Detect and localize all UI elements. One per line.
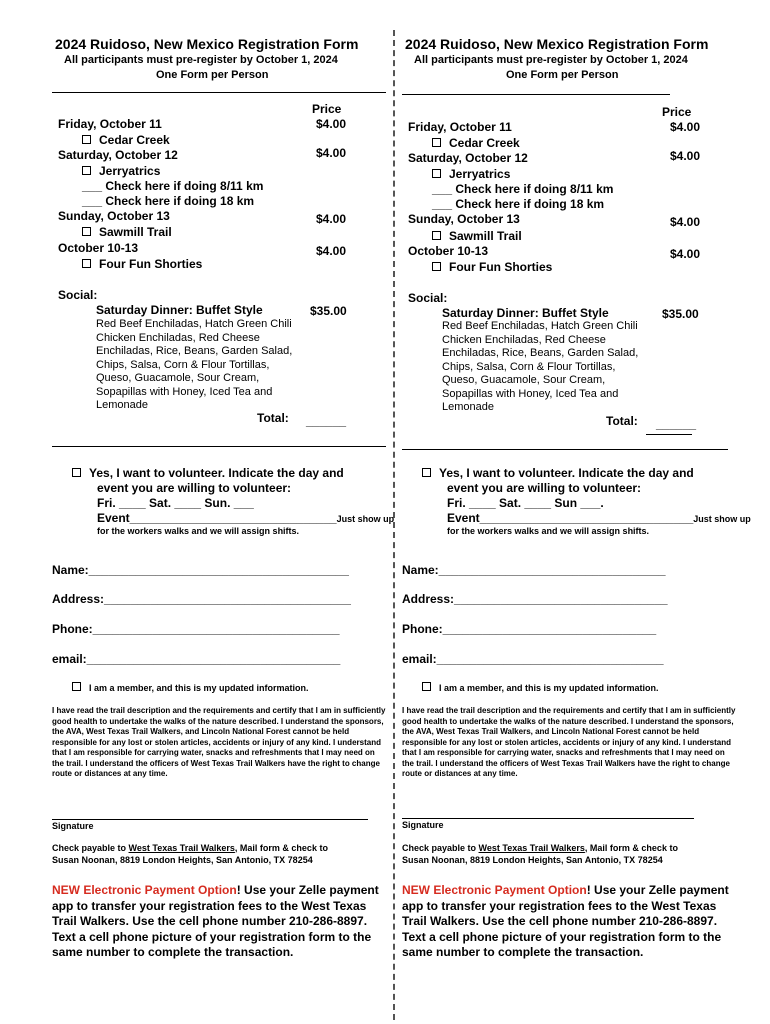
total-field[interactable]: ______ bbox=[656, 417, 697, 431]
mail-address: Susan Noonan, 8819 London Heights, San Antonio, TX 78254 bbox=[402, 855, 663, 865]
price-dinner: $35.00 bbox=[310, 304, 347, 318]
day-saturday: Saturday, October 12 bbox=[408, 151, 528, 165]
event-sawmill-trail[interactable]: Sawmill Trail bbox=[82, 225, 172, 239]
social-label: Social: bbox=[58, 288, 98, 302]
header-rule bbox=[52, 92, 386, 93]
price-cedar-creek: $4.00 bbox=[670, 120, 701, 134]
checkbox-icon bbox=[432, 262, 441, 271]
signature-label: Signature bbox=[52, 821, 94, 831]
checkbox-icon bbox=[422, 682, 431, 691]
volunteer-line2: event you are willing to volunteer: bbox=[97, 481, 292, 495]
event-cedar-creek[interactable]: Cedar Creek bbox=[432, 136, 520, 150]
name-field[interactable]: Name:__________________________________ bbox=[402, 563, 666, 577]
form-subtitle: All participants must pre-register by October 1, 2024 bbox=[414, 54, 688, 66]
waiver-text: I have read the trail description and the requirements and certify that I am in sufficiently good health to undertake the walks of the nature described. I understand the sponsors, the AVA, West Texas Trail Walkers, and Lincoln National Forest cannot be held responsible for any lost or stolen articles, accidents or injury of any kind. I understand that I am responsible for carrying water, snacks and refreshments that I may need on the trail. I understand the officers of West Texas Trail Walkers have the right to change route or distances at any time. bbox=[402, 706, 736, 778]
saturday-dinner: Saturday Dinner: Buffet Style bbox=[96, 303, 263, 317]
price-jerryatrics: $4.00 bbox=[316, 146, 347, 160]
dinner-menu: Red Beef Enchiladas, Hatch Green Chili Chicken Enchiladas, Red Cheese Enchiladas, Rice, Beans, Garden Salad, Chips, Salsa, Corn & Flour Tortillas, Queso, Guacamole, Sour Cream, Sopapillas with Honey, Iced Tea and Lemonade bbox=[96, 318, 293, 411]
registration-form-left bbox=[50, 0, 395, 1024]
price-dinner: $35.00 bbox=[662, 307, 699, 321]
mail-instructions: Check payable to West Texas Trail Walkers, Mail form & check to bbox=[52, 843, 328, 853]
event-four-fun-shorties[interactable]: Four Fun Shorties bbox=[82, 257, 202, 271]
email-field[interactable]: email:______________________________________ bbox=[52, 652, 341, 666]
signature-line[interactable] bbox=[52, 819, 368, 820]
price-jerryatrics: $4.00 bbox=[670, 149, 701, 163]
option-18km[interactable]: ___ Check here if doing 18 km bbox=[82, 194, 255, 208]
email-field[interactable]: email:__________________________________ bbox=[402, 652, 664, 666]
total-label: Total: bbox=[257, 411, 289, 425]
option-18km[interactable]: ___ Check here if doing 18 km bbox=[432, 197, 605, 211]
day-friday: Friday, October 11 bbox=[408, 120, 512, 134]
option-8-11km[interactable]: ___ Check here if doing 8/11 km bbox=[432, 182, 614, 196]
saturday-dinner: Saturday Dinner: Buffet Style bbox=[442, 306, 609, 320]
volunteer-days[interactable]: Fri. ____ Sat. ____ Sun ___. bbox=[447, 496, 604, 510]
form-title: 2024 Ruidoso, New Mexico Registration Form bbox=[55, 36, 359, 52]
event-cedar-creek[interactable]: Cedar Creek bbox=[82, 133, 170, 147]
form-title: 2024 Ruidoso, New Mexico Registration Form bbox=[405, 36, 709, 52]
checkbox-icon bbox=[82, 259, 91, 268]
checkbox-icon bbox=[422, 468, 431, 477]
total-underline bbox=[646, 434, 692, 435]
checkbox-icon bbox=[432, 138, 441, 147]
form-subtitle: All participants must pre-register by October 1, 2024 bbox=[64, 54, 338, 66]
section-rule bbox=[402, 449, 728, 450]
mail-instructions: Check payable to West Texas Trail Walkers, Mail form & check to bbox=[402, 843, 678, 853]
total-field[interactable]: ______ bbox=[306, 414, 347, 428]
total-label: Total: bbox=[606, 414, 638, 428]
signature-line[interactable] bbox=[402, 818, 694, 819]
mail-address: Susan Noonan, 8819 London Heights, San Antonio, TX 78254 bbox=[52, 855, 313, 865]
waiver-text: I have read the trail description and the requirements and certify that I am in sufficiently good health to undertake the walks of the nature described. I understand the sponsors, the AVA, West Texas Trail Walkers, and Lincoln National Forest cannot be held responsible for any lost or stolen articles, accidents or injury of any kind. I understand that I am responsible for carrying water, snacks and refreshments that I may need on the trail. I understand the officers of West Texas Trail Walkers have the right to change route or distances at any time. bbox=[52, 706, 386, 778]
checkbox-icon bbox=[82, 166, 91, 175]
checkbox-icon bbox=[432, 231, 441, 240]
member-checkbox[interactable]: I am a member, and this is my updated information. bbox=[72, 682, 309, 693]
day-october-10-13: October 10-13 bbox=[58, 241, 139, 255]
address-field[interactable]: Address:________________________________ bbox=[402, 592, 668, 606]
form-subtitle-2: One Form per Person bbox=[506, 69, 619, 81]
option-8-11km[interactable]: ___ Check here if doing 8/11 km bbox=[82, 179, 264, 193]
signature-label: Signature bbox=[402, 820, 444, 830]
address-field[interactable]: Address:_____________________________________ bbox=[52, 592, 351, 606]
day-saturday: Saturday, October 12 bbox=[58, 148, 178, 162]
day-sunday: Sunday, October 13 bbox=[408, 212, 520, 226]
day-friday: Friday, October 11 bbox=[58, 117, 162, 131]
volunteer-note: for the workers walks and we will assign shifts. bbox=[97, 526, 300, 536]
checkbox-icon bbox=[82, 135, 91, 144]
volunteer-checkbox[interactable]: Yes, I want to volunteer. Indicate the day and bbox=[422, 466, 694, 480]
payment-option: NEW Electronic Payment Option! Use your Zelle payment app to transfer your registration fees to the West Texas Trail Walkers. Use the cell phone number 210-286-8897. Text a cell phone picture of your registration form to the same number to complete the transaction. bbox=[402, 883, 729, 959]
volunteer-line2: event you are willing to volunteer: bbox=[447, 481, 642, 495]
volunteer-note: for the workers walks and we will assign shifts. bbox=[447, 526, 650, 536]
phone-field[interactable]: Phone:________________________________ bbox=[402, 622, 657, 636]
day-sunday: Sunday, October 13 bbox=[58, 209, 170, 223]
price-sawmill-trail: $4.00 bbox=[316, 212, 347, 226]
day-october-10-13: October 10-13 bbox=[408, 244, 489, 258]
cut-line-divider bbox=[393, 30, 395, 1020]
member-checkbox[interactable]: I am a member, and this is my updated information. bbox=[422, 682, 659, 693]
form-subtitle-2: One Form per Person bbox=[156, 69, 269, 81]
checkbox-icon bbox=[432, 169, 441, 178]
checkbox-icon bbox=[72, 468, 81, 477]
price-cedar-creek: $4.00 bbox=[316, 117, 347, 131]
header-rule bbox=[402, 94, 670, 95]
registration-form-right bbox=[400, 0, 751, 1024]
checkbox-icon bbox=[82, 227, 91, 236]
event-four-fun-shorties[interactable]: Four Fun Shorties bbox=[432, 260, 552, 274]
volunteer-event[interactable]: Event_______________________________Just show up bbox=[97, 511, 395, 525]
name-field[interactable]: Name:_______________________________________ bbox=[52, 563, 349, 577]
event-sawmill-trail[interactable]: Sawmill Trail bbox=[432, 229, 522, 243]
price-sawmill-trail: $4.00 bbox=[670, 215, 701, 229]
price-four-fun-shorties: $4.00 bbox=[316, 244, 347, 258]
volunteer-checkbox[interactable]: Yes, I want to volunteer. Indicate the day and bbox=[72, 466, 344, 480]
checkbox-icon bbox=[72, 682, 81, 691]
payment-option: NEW Electronic Payment Option! Use your Zelle payment app to transfer your registration fees to the West Texas Trail Walkers. Use the cell phone number 210-286-8897. Text a cell phone picture of your registration form to the same number to complete the transaction. bbox=[52, 883, 379, 959]
social-label: Social: bbox=[408, 291, 448, 305]
price-header: Price bbox=[312, 102, 342, 116]
price-header: Price bbox=[662, 105, 692, 119]
volunteer-days[interactable]: Fri. ____ Sat. ____ Sun. ___ bbox=[97, 496, 254, 510]
event-jerryatrics[interactable]: Jerryatrics bbox=[432, 167, 510, 181]
volunteer-event[interactable]: Event________________________________Just show up bbox=[447, 511, 751, 525]
phone-field[interactable]: Phone:_____________________________________ bbox=[52, 622, 340, 636]
section-rule bbox=[52, 446, 386, 447]
dinner-menu: Red Beef Enchiladas, Hatch Green Chili Chicken Enchiladas, Red Cheese Enchiladas, Rice, Beans, Garden Salad, Chips, Salsa, Corn & Flour Tortillas, Queso, Guacamole, Sour Cream, Sopapillas with Honey, Iced Tea and Lemonade bbox=[442, 320, 639, 413]
event-jerryatrics[interactable]: Jerryatrics bbox=[82, 164, 160, 178]
price-four-fun-shorties: $4.00 bbox=[670, 247, 701, 261]
